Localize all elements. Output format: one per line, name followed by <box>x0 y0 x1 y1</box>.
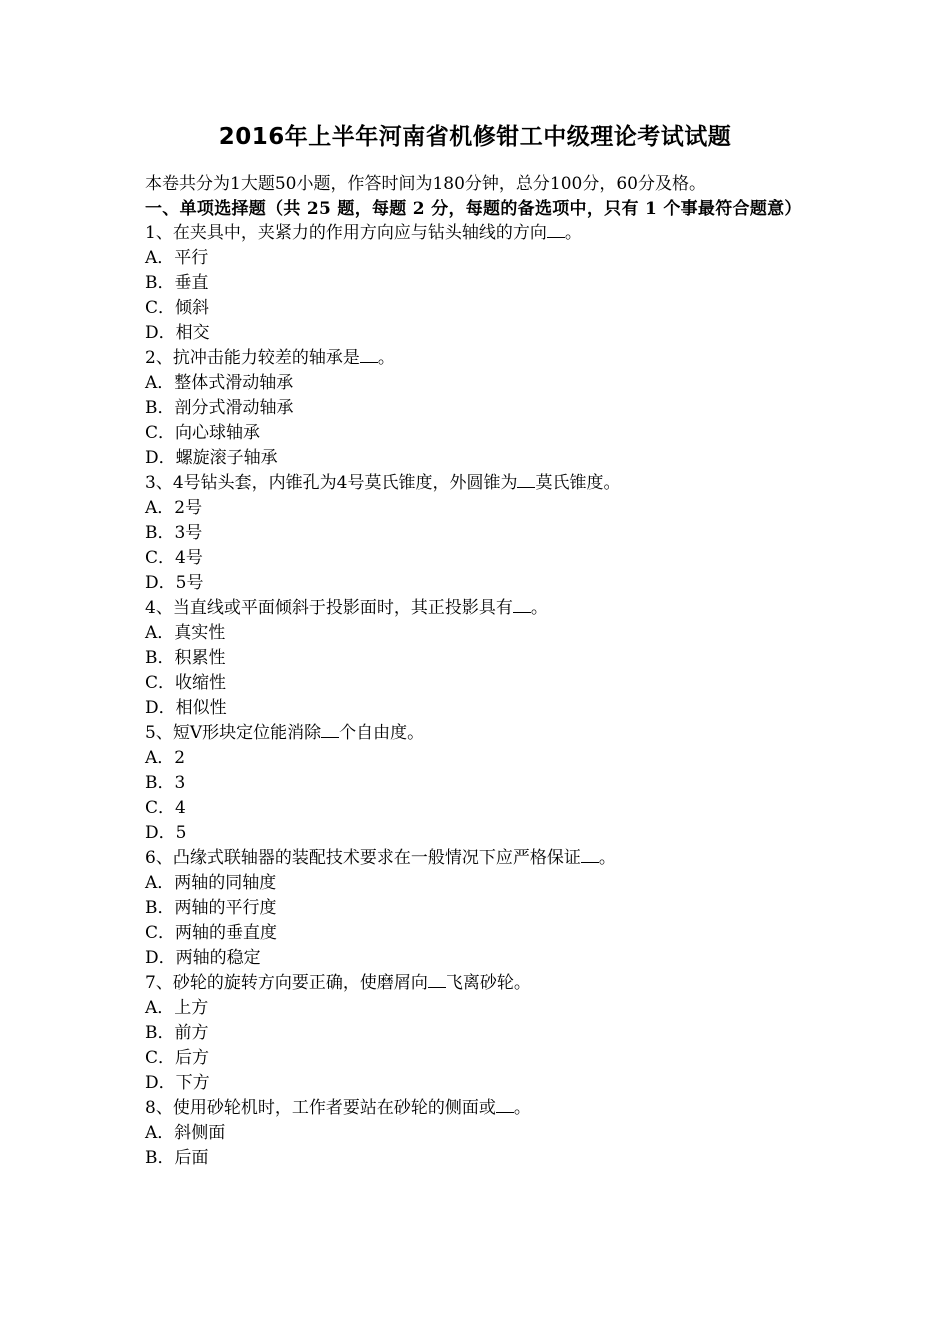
question-text-tail: 莫氏锥度。 <box>535 473 621 493</box>
question-stem <box>145 221 810 246</box>
question-text: 2、抗冲击能力较差的轴承是 <box>145 348 360 368</box>
question-stem <box>145 846 810 871</box>
answer-option: C．4 <box>145 798 186 818</box>
question-text: 3、4号钻头套，内锥孔为4号莫氏锥度，外圆锥为 <box>145 473 518 493</box>
answer-option: B．后面 <box>145 1148 209 1168</box>
answer-option: D．相交 <box>145 323 210 343</box>
question-stem <box>145 971 810 996</box>
answer-blank <box>321 737 339 738</box>
answer-option: A．两轴的同轴度 <box>145 873 277 893</box>
answer-option: B．剖分式滑动轴承 <box>145 398 294 418</box>
answer-option: A．2号 <box>145 498 203 518</box>
answer-option: A．斜侧面 <box>145 1123 226 1143</box>
answer-option: B．3号 <box>145 523 203 543</box>
answer-option: C．向心球轴承 <box>145 423 261 443</box>
document-body <box>145 172 810 1171</box>
answer-option: D．5 <box>145 823 187 843</box>
question-stem <box>145 471 810 496</box>
answer-option: B．积累性 <box>145 648 226 668</box>
question-stem <box>145 1096 810 1121</box>
answer-blank <box>360 362 378 363</box>
question-text-tail: 。 <box>598 848 616 868</box>
answer-option: A．2 <box>145 748 186 768</box>
question-stem <box>145 346 810 371</box>
answer-option: A．真实性 <box>145 623 226 643</box>
answer-option: D．螺旋滚子轴承 <box>145 448 278 468</box>
question-text-tail: 。 <box>513 1098 531 1118</box>
question-text-tail: 。 <box>377 348 395 368</box>
answer-blank <box>496 1112 514 1113</box>
answer-blank <box>547 237 565 238</box>
question-text: 7、砂轮的旋转方向要正确，使磨屑向 <box>145 973 428 993</box>
section-heading: 一、单项选择题（共 25 题，每题 2 分，每题的备选项中，只有 1 个事最符合题意） <box>145 199 802 219</box>
question-text-tail: 。 <box>530 598 548 618</box>
answer-option: B．3 <box>145 773 186 793</box>
document-title: 2016年上半年河南省机修钳工中级理论考试试题 <box>218 124 732 150</box>
question-text: 5、短V形块定位能消除 <box>145 723 322 743</box>
answer-option: D．5号 <box>145 573 204 593</box>
question-list <box>145 221 810 1171</box>
question-text-tail: 个自由度。 <box>339 723 425 743</box>
answer-blank <box>517 487 535 488</box>
answer-option: D．相似性 <box>145 698 227 718</box>
answer-option: C．收缩性 <box>145 673 227 693</box>
answer-option: A．上方 <box>145 998 209 1018</box>
answer-option: B．两轴的平行度 <box>145 898 277 918</box>
answer-option: D．下方 <box>145 1073 210 1093</box>
answer-blank <box>581 862 599 863</box>
question-text-tail: 飞离砂轮。 <box>445 973 531 993</box>
question-text: 1、在夹具中，夹紧力的作用方向应与钻头轴线的方向 <box>145 223 547 243</box>
question-stem <box>145 721 810 746</box>
question-text: 4、当直线或平面倾斜于投影面时，其正投影具有 <box>145 598 513 618</box>
question-stem <box>145 596 810 621</box>
answer-option: C．两轴的垂直度 <box>145 923 278 943</box>
answer-option: B．前方 <box>145 1023 209 1043</box>
answer-blank <box>513 612 531 613</box>
answer-option: D．两轴的稳定 <box>145 948 261 968</box>
answer-option: B．垂直 <box>145 273 209 293</box>
answer-option: C．4号 <box>145 548 203 568</box>
answer-option: C．后方 <box>145 1048 210 1068</box>
answer-option: A．平行 <box>145 248 209 268</box>
question-text-tail: 。 <box>564 223 582 243</box>
answer-blank <box>428 987 446 988</box>
question-text: 6、凸缘式联轴器的装配技术要求在一般情况下应严格保证 <box>145 848 581 868</box>
answer-option: A．整体式滑动轴承 <box>145 373 294 393</box>
answer-option: C．倾斜 <box>145 298 210 318</box>
exam-intro: 本卷共分为1大题50小题，作答时间为180分钟，总分100分，60分及格。 <box>145 174 706 194</box>
question-text: 8、使用砂轮机时，工作者要站在砂轮的侧面或 <box>145 1098 496 1118</box>
